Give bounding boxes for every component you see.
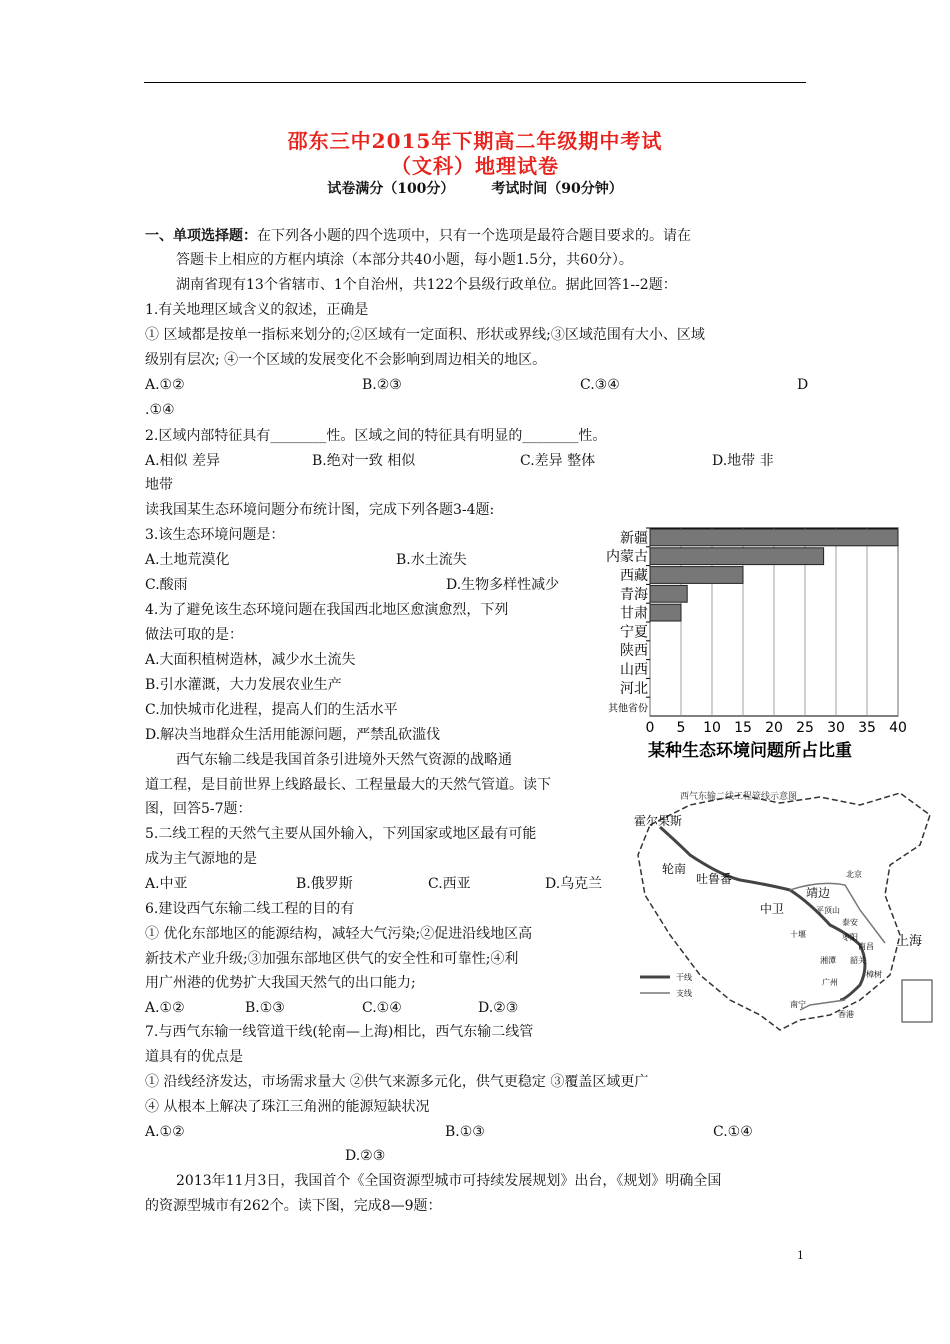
- bar: [650, 604, 681, 621]
- exam-title: 邵东三中2015年下期高二年级期中考试: [287, 129, 663, 153]
- city-label: 十堰: [790, 930, 806, 939]
- exam-info: [0, 178, 950, 198]
- question-6: 6.建设西气东输二线工程的目的有: [145, 901, 355, 917]
- category-label: 内蒙古: [606, 549, 648, 566]
- option-a: A.大面积植树造林，减少水土流失: [145, 652, 356, 668]
- option-c: C.③④: [580, 377, 620, 393]
- option-b: B.俄罗斯: [296, 876, 353, 892]
- city-label: 上海: [896, 934, 923, 949]
- south-sea-inset: [902, 980, 932, 1022]
- context-q5-7-2: 道工程，是目前世界上线路最长、工程量最大的天然气管道。读下: [145, 777, 551, 793]
- option-b: B.①③: [445, 1124, 485, 1140]
- city-label: 吐鲁番: [696, 872, 733, 886]
- option-d: D: [797, 377, 809, 393]
- option-c: C.加快城市化进程，提高人们的生活水平: [145, 702, 398, 718]
- city-label: 靖边: [806, 886, 831, 900]
- x-tick-label: 10: [703, 720, 721, 736]
- question-6-statements-2: 新技术产业升级;③加强东部地区供气的安全性和可靠性;④利: [145, 951, 519, 967]
- category-label: 山西: [620, 662, 648, 678]
- question-6-statements-3: 用广州港的优势扩大我国天然气的出口能力;: [145, 975, 416, 991]
- category-label: 甘肃: [620, 605, 648, 622]
- option-a: A.中亚: [145, 876, 188, 892]
- category-label: 青海: [620, 586, 648, 603]
- city-label: 南宁: [790, 1000, 806, 1009]
- option-c: C.①④: [362, 1000, 402, 1016]
- option-d: D.地带 非: [712, 453, 774, 469]
- context-q8-9: 2013年11月3日，我国首个《全国资源型城市可持续发展规划》出台，《规划》明确全国: [176, 1173, 722, 1189]
- header-rule: [144, 82, 806, 83]
- bar: [650, 567, 743, 584]
- city-label: 泰安: [842, 918, 858, 927]
- x-tick-label: 5: [676, 720, 686, 736]
- chart-tick-labels: [646, 720, 907, 736]
- option-d-cont: .①④: [145, 402, 175, 418]
- bar-chart: [590, 526, 910, 762]
- option-a: A.①②: [145, 1000, 185, 1016]
- question-2: 2.区域内部特征具有________性。区域之间的特征具有明显的________性。: [145, 428, 607, 444]
- option-b: B.①③: [245, 1000, 285, 1016]
- category-label: 陕西: [620, 643, 648, 660]
- option-d: D.②③: [478, 1000, 519, 1016]
- map-title: 西气东输二线工程管线示意图: [680, 792, 798, 802]
- option-d: D.乌克兰: [545, 876, 603, 892]
- option-a: A.相似 差异: [145, 453, 221, 469]
- section-intro: 一、单项选择题：在下列各小题的四个选项中，只有一个选项是最符合题目要求的。请在: [145, 228, 691, 244]
- category-label: 西藏: [620, 568, 648, 584]
- question-7-cont: 道具有的优点是: [145, 1049, 243, 1065]
- option-d: D.解决当地群众生活用能源问题，严禁乱砍滥伐: [145, 727, 441, 743]
- question-1-statements-2: 级别有层次; ④一个区域的发展变化不会影响到周边相关的地区。: [145, 352, 547, 368]
- option-b: B.水土流失: [396, 552, 467, 568]
- city-label: 轮南: [662, 862, 687, 876]
- context-q8-9-2: 的资源型城市有262个。读下图，完成8—9题：: [145, 1198, 442, 1214]
- city-label: 湘潭: [820, 956, 836, 965]
- bar: [650, 548, 824, 565]
- city-label: 广州: [822, 978, 838, 987]
- option-a: A.土地荒漠化: [145, 552, 230, 568]
- option-c: C.酸雨: [145, 577, 188, 593]
- city-label: 香港: [838, 1010, 854, 1019]
- question-1: 1.有关地理区域含义的叙述，正确是: [145, 302, 369, 318]
- option-c: C.西亚: [428, 876, 471, 892]
- question-7-statements-2: ④ 从根本上解决了珠江三角洲的能源短缺状况: [145, 1099, 430, 1115]
- x-tick-label: 0: [645, 720, 655, 736]
- question-7: 7.与西气东输一线管道干线(轮南—上海)相比，西气东输二线管: [145, 1024, 534, 1040]
- x-tick-label: 15: [734, 720, 752, 736]
- x-tick-label: 20: [765, 720, 783, 736]
- question-5: 5.二线工程的天然气主要从国外输入，下列国家或地区最有可能: [145, 826, 537, 842]
- city-label: 韶关: [850, 956, 866, 965]
- question-4: 4.为了避免该生态环境问题在我国西北地区愈演愈烈，下列: [145, 602, 509, 618]
- question-6-statements: ① 优化东部地区的能源结构，减轻大气污染;②促进沿线地区高: [145, 926, 533, 942]
- section-heading: 一、单项选择题：: [145, 228, 257, 244]
- city-label: 北京: [846, 870, 862, 879]
- x-tick-label: 25: [796, 720, 814, 736]
- context-q1-2: 湖南省现有13个省辖市、1个自治州，共122个县级行政单位。据此回答1--2题：: [176, 277, 677, 293]
- category-label: 新疆: [620, 530, 648, 547]
- option-a: A.①②: [145, 1124, 185, 1140]
- option-d: D.生物多样性减少: [446, 577, 560, 593]
- question-3: 3.该生态环境问题是：: [145, 527, 285, 543]
- legend-branch: 支线: [676, 989, 692, 998]
- total-score: 试卷满分（100分）: [327, 181, 455, 197]
- pipeline-map: [630, 785, 945, 1045]
- option-a: A.①②: [145, 377, 185, 393]
- bar: [650, 529, 898, 546]
- question-7-statements: ① 沿线经济发达，市场需求量大 ②供气来源多元化，供气更稳定 ③覆盖区域更广: [145, 1074, 649, 1090]
- exam-subtitle: （文科）地理试卷: [391, 154, 559, 178]
- option-b: B.②③: [362, 377, 402, 393]
- city-label: 枣阳: [842, 933, 858, 942]
- chart-category-labels: [606, 530, 648, 714]
- category-label: 河北: [620, 680, 648, 697]
- option-c: C.①④: [713, 1124, 753, 1140]
- option-b: B.引水灌溉，大力发展农业生产: [145, 677, 342, 693]
- category-label: 其他省份: [608, 703, 648, 715]
- question-5-cont: 成为主气源地的是: [145, 851, 257, 867]
- option-b: B.绝对一致 相似: [312, 453, 416, 469]
- question-4-cont: 做法可取的是：: [145, 627, 243, 643]
- option-d-cont: 地带: [145, 477, 173, 493]
- x-tick-label: 35: [858, 720, 876, 736]
- city-label: 霍尔果斯: [634, 814, 683, 828]
- section-intro-2: 答题卡上相应的方框内填涂（本部分共40小题，每小题1.5分，共60分）。: [176, 252, 633, 268]
- context-q5-7-3: 图，回答5-7题：: [145, 801, 252, 817]
- chart-title: 某种生态环境问题所占比重: [648, 741, 852, 761]
- category-label: 宁夏: [620, 624, 648, 641]
- city-label: 中卫: [760, 902, 785, 916]
- context-q3-4: 读我国某生态环境问题分布统计图，完成下列各题3-4题:: [145, 502, 495, 518]
- city-label: 平顶山: [816, 906, 840, 915]
- x-tick-label: 40: [889, 720, 907, 736]
- context-q5-7: 西气东输二线是我国首条引进境外天然气资源的战略通: [176, 752, 512, 768]
- x-tick-label: 30: [827, 720, 845, 736]
- exam-time: 考试时间（90分钟）: [491, 181, 623, 197]
- city-label: 樟树: [866, 970, 882, 979]
- city-label: 南昌: [858, 942, 874, 951]
- bar: [650, 585, 687, 602]
- legend-main: 干线: [676, 973, 692, 982]
- question-1-statements: ① 区域都是按单一指标来划分的;②区域有一定面积、形状或界线;③区域范围有大小、区域: [145, 327, 705, 343]
- page-number: 1: [797, 1249, 804, 1262]
- option-d: D.②③: [345, 1148, 386, 1164]
- option-c: C.差异 整体: [520, 453, 596, 469]
